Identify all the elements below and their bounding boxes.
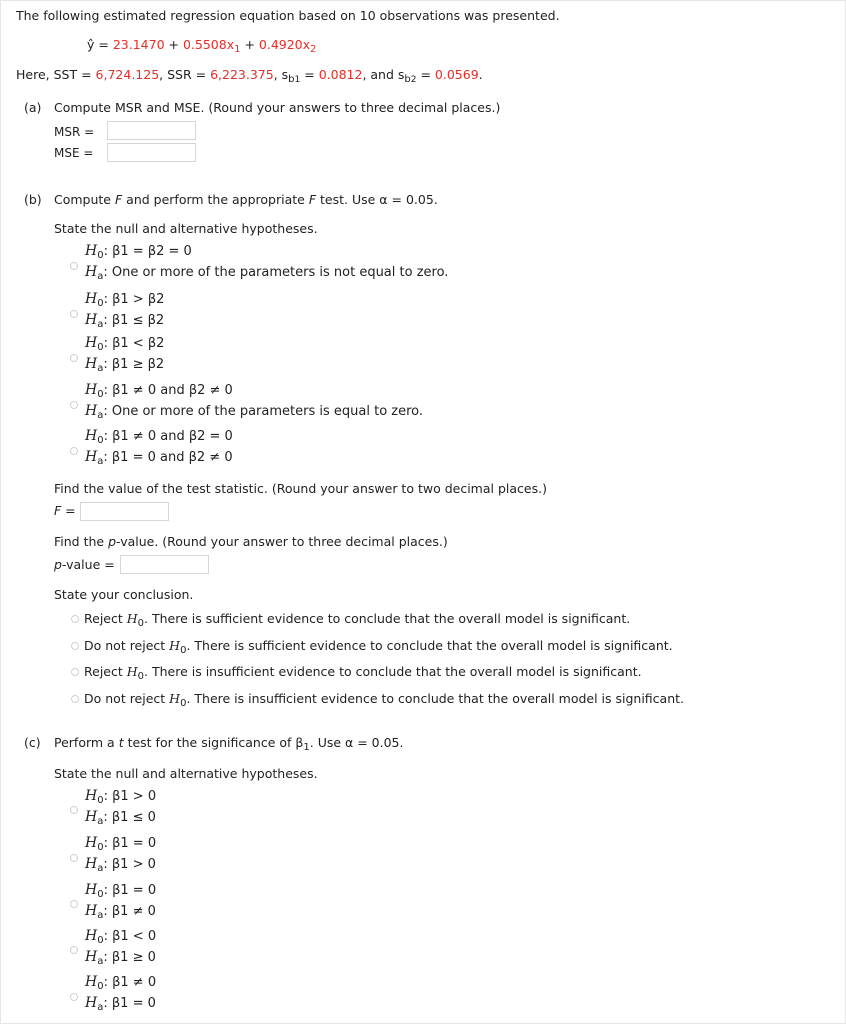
conclusion-radio-4[interactable] (71, 695, 79, 703)
f-input[interactable] (80, 502, 169, 521)
hyp-b-option-3: $H_0$: β1 < β2 $H_a$: β1 ≥ β2 (85, 335, 165, 374)
p-prompt: Find the p-value. (Round your answer to three decimal places.) (54, 534, 448, 549)
conclusion-option-2: Do not reject $H_0$. There is sufficient evidence to conclude that the overall model is significant. (84, 638, 673, 656)
part-b-prompt: Compute F and perform the appropriate F test. Use α = 0.05. (54, 192, 438, 207)
hyp-b-option-5: $H_0$: β1 ≠ 0 and β2 = 0 $H_a$: β1 = 0 and β2 ≠ 0 (85, 428, 233, 467)
p-input[interactable] (120, 555, 209, 574)
conclusion-radio-1[interactable] (71, 615, 79, 623)
hyp-b-radio-1[interactable] (70, 262, 78, 270)
hyp-b-radio-2[interactable] (70, 310, 78, 318)
conclusion-radio-2[interactable] (71, 642, 79, 650)
conclusion-option-3: Reject $H_0$. There is insufficient evidence to conclude that the overall model is significant. (84, 664, 642, 682)
part-a-prompt: Compute MSR and MSE. (Round your answers to three decimal places.) (54, 100, 501, 115)
given-values: Here, SST = 6,724.125, SSR = 6,223.375, $s_{b1} = 0.0812$, and $s_{b2} = 0.0569$. (16, 67, 483, 85)
stat-prompt: Find the value of the test statistic. (Round your answer to two decimal places.) (54, 481, 547, 496)
hyp-c-radio-5[interactable] (70, 993, 78, 1001)
hyp-b-option-2: $H_0$: β1 > β2 $H_a$: β1 ≤ β2 (85, 291, 165, 330)
conclusion-option-1: Reject $H_0$. There is sufficient evidence to conclude that the overall model is significant. (84, 611, 631, 629)
f-label: F = (54, 503, 76, 518)
regression-equation: ŷ = $23.1470 + 0.5508x_1 + 0.4920x_2$ (87, 37, 317, 55)
hyp-c-radio-3[interactable] (70, 900, 78, 908)
conclusion-radio-3[interactable] (71, 668, 79, 676)
part-c-state: State the null and alternative hypotheses. (54, 766, 318, 781)
part-b-state: State the null and alternative hypotheses. (54, 221, 318, 236)
part-c-label: (c) (24, 735, 41, 750)
hyp-b-radio-5[interactable] (70, 447, 78, 455)
hyp-b-option-1: $H_0$: β1 = β2 = 0 $H_a$: One or more of the parameters is not equal to zero. (85, 243, 449, 282)
hyp-c-option-3: $H_0$: β1 = 0 $H_a$: β1 ≠ 0 (85, 882, 157, 921)
msr-label: MSR = (54, 125, 95, 139)
msr-input[interactable] (107, 121, 196, 140)
hyp-c-radio-2[interactable] (70, 854, 78, 862)
hyp-c-option-5: $H_0$: β1 ≠ 0 $H_a$: β1 = 0 (85, 974, 157, 1013)
hyp-c-radio-1[interactable] (70, 806, 78, 814)
hyp-b-radio-4[interactable] (70, 401, 78, 409)
hyp-c-option-4: $H_0$: β1 < 0 $H_a$: β1 ≥ 0 (85, 928, 157, 967)
hyp-c-radio-4[interactable] (70, 946, 78, 954)
hyp-c-option-1: $H_0$: β1 > 0 $H_a$: β1 ≤ 0 (85, 788, 157, 827)
part-b-label: (b) (24, 192, 42, 207)
p-label: p-value = (54, 557, 115, 572)
conclusion-prompt: State your conclusion. (54, 587, 194, 602)
conclusion-option-4: Do not reject $H_0$. There is insufficient evidence to conclude that the overall model is significant. (84, 691, 685, 709)
hyp-b-option-4: $H_0$: β1 ≠ 0 and β2 ≠ 0 $H_a$: One or more of the parameters is equal to zero. (85, 382, 424, 421)
mse-label: MSE = (54, 146, 94, 160)
mse-input[interactable] (107, 143, 196, 162)
part-c-prompt: Perform a t test for the significance of $\beta_1$. Use α = 0.05. (54, 735, 404, 753)
part-a-label: (a) (24, 100, 42, 115)
hyp-b-radio-3[interactable] (70, 354, 78, 362)
intro-text: The following estimated regression equation based on 10 observations was presented. (16, 8, 560, 23)
hyp-c-option-2: $H_0$: β1 = 0 $H_a$: β1 > 0 (85, 835, 157, 874)
